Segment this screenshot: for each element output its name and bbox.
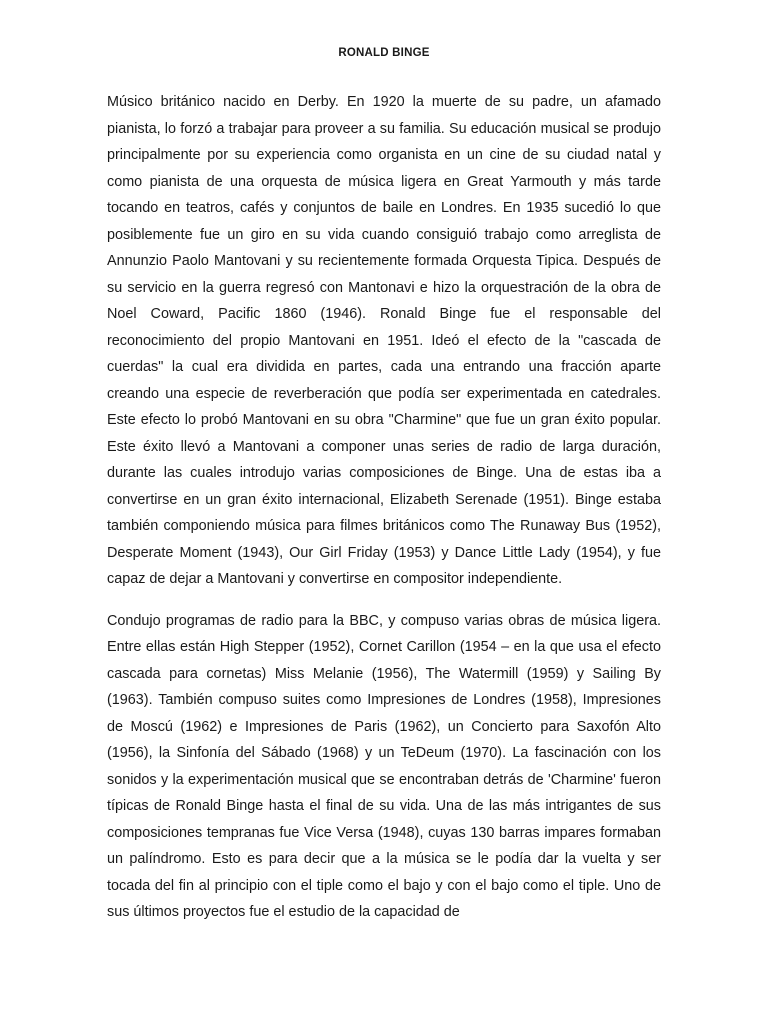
paragraph-works: Condujo programas de radio para la BBC, y compuso varias obras de música ligera. Entre ellas están High Stepper (1952), Cornet Carillon (1954 – en la que usa el efecto cascada para cornetas) Miss Melanie (1956), The Watermill (1959) y Sailing By (1963). También compuso suites como Impresiones de Londres (1958), Impresiones de Moscú (1962) e Impresiones de Paris (1962), un Concierto para Saxofón Alto (1956), la Sinfonía del Sábado (1968) y un TeDeum (1970). La fascinación con los sonidos y la experimentación musical que se encontraban detrás de 'Charmine' fueron típicas de Ronald Binge hasta el final de su vida. Una de las más intrigantes de sus composiciones tempranas fue Vice Versa (1948), cuyas 130 barras impares formaban un palíndromo. Esto es para decir que a la música se le podía dar la vuelta y ser tocada del fin al principio con el tiple como el bajo y con el bajo como el tiple. Uno de sus últimos proyectos fue el estudio de la capacidad de <box>107 612 661 920</box>
paragraph-biography: Músico británico nacido en Derby. En 1920 la muerte de su padre, un afamado pianista, lo forzó a trabajar para proveer a su familia. Su educación musical se produjo principalmente por su experiencia como organista en un cine de su ciudad natal y como pianista de una orquesta de música ligera en Great Yarmouth y más tarde tocando en teatros, cafés y conjuntos de baile en Londres. En 1935 sucedió lo que posiblemente fue un giro en su vida cuando consiguió trabajo como arreglista de Annunzio Paolo Mantovani y su recientemente formada Orquesta Tipica. Después de su servicio en la guerra regresó con Mantonavi e hizo la orquestración de la obra de Noel Coward, Pacific 1860 (1946). Ronald Binge fue el responsable del reconocimiento del propio Mantovani en 1951. Ideó el efecto de la "cascada de cuerdas" la cual era dividida en partes, cada una entrando una fracción aparte creando una especie de reverberación que podía ser experimentada en catedrales. Este efecto lo probó Mantovani en su obra "Charmine" que fue un gran éxito popular. Este éxito llevó a Mantovani a componer unas series de radio de larga duración, durante las cuales introdujo varias composiciones de Binge. Una de estas iba a convertirse en un gran éxito internacional, Elizabeth Serenade (1951). Binge estaba también componiendo música para filmes británicos como The Runaway Bus (1952), Desperate Moment (1943), Our Girl Friday (1953) y Dance Little Lady (1954), y fue capaz de dejar a Mantovani y convertirse en compositor independiente. <box>107 94 661 587</box>
document-body <box>107 89 661 941</box>
document-title: RONALD BINGE <box>338 47 430 59</box>
